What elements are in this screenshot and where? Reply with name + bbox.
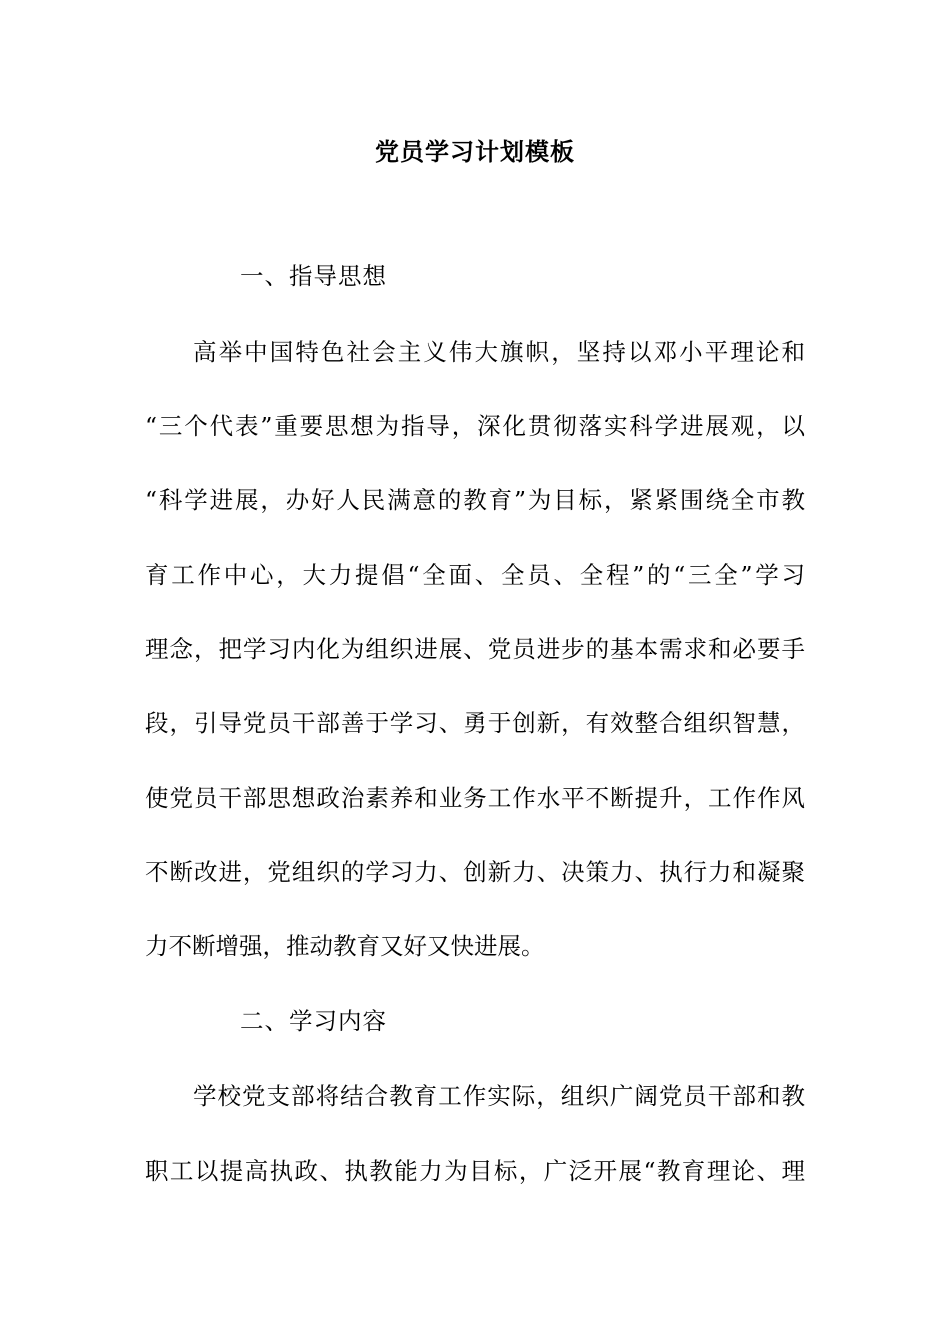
document-title: 党员学习计划模板 [375, 138, 575, 166]
paragraph-line: 育工作中心，大力提倡“全面、全员、全程”的“三全”学习 [145, 561, 805, 589]
paragraph-line: 高举中国特色社会主义伟大旗帜，坚持以邓小平理论和 [193, 338, 805, 366]
paragraph-line: 不断改进，党组织的学习力、创新力、决策力、执行力和凝聚 [145, 858, 805, 886]
paragraph-line: “三个代表”重要思想为指导，深化贯彻落实科学进展观，以 [145, 412, 805, 440]
section-heading-study-content: 二、学习内容 [240, 1007, 387, 1035]
paragraph-line-last: 力不断增强，推动教育又好又快进展。 [145, 932, 545, 960]
paragraph-line: 学校党支部将结合教育工作实际，组织广阔党员干部和教 [193, 1082, 805, 1110]
paragraph-line: 职工以提高执政、执教能力为目标，广泛开展“教育理论、理 [145, 1157, 805, 1185]
paragraph-line: 段，引导党员干部善于学习、勇于创新，有效整合组织智慧， [145, 709, 805, 737]
paragraph-line: 使党员干部思想政治素养和业务工作水平不断提升，工作作风 [145, 784, 805, 812]
paragraph-line: 理念，把学习内化为组织进展、党员进步的基本需求和必要手 [145, 635, 805, 663]
paragraph-line: “科学进展，办好人民满意的教育”为目标，紧紧围绕全市教 [145, 486, 805, 514]
section-heading-guiding-thought: 一、指导思想 [240, 262, 387, 290]
